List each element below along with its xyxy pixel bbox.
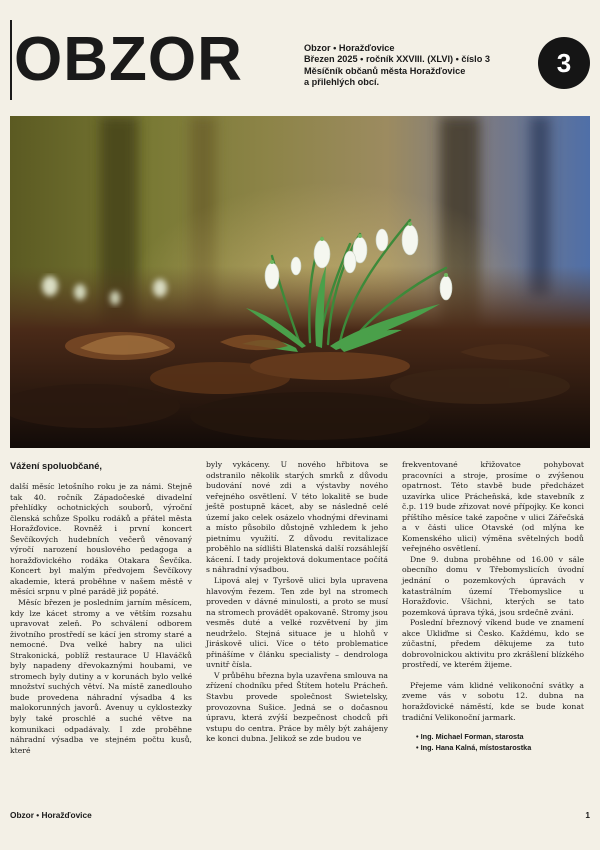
masthead-line-2: Březen 2025 • ročník XXVIII. (XLVI) • číslo 3 <box>304 54 490 65</box>
article-paragraph: byly vykáceny. U nového hřbitova se odstranilo několik starých smrků z důvodu budování nové zdi a výstavby nového veřejného osvětlení. V této lokalitě se bude ještě postupně kácet, aby se následně celé území jako celek osázelo vhodnými dřevinami a místo působilo důstojně vzhledem k jeho pietnímu využití. Z důvodu revitalizace proběhlo na sídlišti Blatenská další rozsáhlejší kácení. I tady projektová dokumentace počítá s náhradní výsadbou. <box>206 460 388 575</box>
article-paragraph: další měsíc letošního roku je za námi. Stejně tak 40. ročník Západočeské divadelní přehlídky ochotnických souborů, výroční členská schůze Spolku rodáků a přátel města Horažďovice. Rovněž i první koncert Ševčíkových hudebních večerů věnovaný výročí narození houslového pedagoga a horažďovického rodáka Otakara Ševčíka. Koncert byl malým předvojem Ševčíkovy akademie, která proběhne v našem městě v měsíci srpnu v plné parádě již popáté. <box>10 482 192 597</box>
footer-publication: Obzor • Horažďovice <box>10 810 92 820</box>
signature-deputy-mayor: • Ing. Hana Kalná, místostarostka <box>416 743 532 753</box>
article-column-1 <box>10 460 192 756</box>
masthead-line-3: Měsíčník občanů města Horažďovice <box>304 65 466 76</box>
article-paragraph: Lipová alej v Tyršově ulici byla upravena hlavovým řezem. Ten zde byl na stromech proveden v dávné minulosti, a proto se musí na stromech provádět opakovaně. Stromy jsou vesměs duté a velké rozvětvení by jim neudrželo. Stejná situace je u hlohů v Jiráskově ulici. Více o této problematice přinášíme v článku specialisty – dendrologa uvnitř čísla. <box>206 576 388 670</box>
masthead-line-4: a přilehlých obcí. <box>304 76 380 87</box>
masthead-rule <box>10 20 12 100</box>
article-paragraph: Měsíc březen je posledním jarním měsícem, kdy lze kácet stromy a ve větším rozsahu upravovat zeleň. Po schválení odborem životního prostředí se kácí jen stromy staré a nemocné. Dva velké habry na ulici Strakonická, poblíž restaurace U Hlaváčků byly napadeny dřevokaznými houbami, ve stromech byly dutiny a v korunách bylo velké množství suchých větví. Na místě zanedlouho bude provedena náhradní výsadba 4 ks malokorunných javorů. Avenuy u cyklostezky byly také proschlé a suché větve na komunikaci odpadávaly. I zde proběhne náhradní výsadba ve stejném počtu kusů, které <box>10 598 192 755</box>
article-greeting: Vážení spoluobčané, <box>10 461 102 471</box>
masthead <box>0 0 600 112</box>
article-column-2 <box>206 460 388 745</box>
page-number: 1 <box>585 810 590 820</box>
cover-photo <box>10 116 590 448</box>
article-paragraph: Poslední březnový víkend bude ve znamení akce Ukliďme si Česko. Každému, kdo se zúčastní, předem děkujeme za tuto dobrovolnickou aktivitu pro zkrášlení blízkého prostředí, ve kterém žijeme. <box>402 618 584 670</box>
newspaper-logo: OBZOR <box>14 25 243 94</box>
article-column-3 <box>402 460 584 753</box>
issue-number-badge: 3 <box>538 37 590 89</box>
page-footer <box>10 810 590 826</box>
article-paragraph: Přejeme vám klidné velikonoční svátky a zveme vás v sobotu 12. dubna na horažďovické náměstí, kde se bude konat tradiční Velikonoční jarmark. <box>402 680 584 722</box>
article-paragraph: V průběhu března byla uzavřena smlouva na zřízení chodníku před Štítem hotelu Prácheň. Stavbu provede společnost Swietelsky, provozovna Sušice. Jedná se o dočasnou úpravu, která zvýší bezpečnost chodců při vstupu do centra. Práce by měly být zahájeny ke konci dubna. Jelikož se zde budou ve <box>206 670 388 744</box>
editorial-article <box>10 460 590 820</box>
article-paragraph: Dne 9. dubna proběhne od 16.00 v sále obecního domu v Třebomyslicích úvodní jednání o pozemkových úpravách v katastrálním území Třebomyslice u Horažďovic. Všichni, kterých se tato pozemková úprava týká, jsou srdečně zváni. <box>402 554 584 617</box>
snowdrop-photo-illustration <box>10 116 590 448</box>
article-paragraph: frekventované křižovatce pohybovat pracovníci a stroje, prosíme o zvýšenou opatrnost. Této stavbě bude předcházet uzavírka ulice Prácheňská, kde stavebník z č.p. 119 bude zřizovat nové přípojky. Ke konci příštího měsíce také započne v ulici Zářečská a v části ulice Otavské (od mlýna ke Komenského ulici) výměna světelných bodů veřejného osvětlení. <box>402 460 584 554</box>
article-signatures <box>402 731 584 753</box>
masthead-line-1: Obzor • Horažďovice <box>304 43 395 53</box>
signature-mayor: • Ing. Michael Forman, starosta <box>416 732 524 742</box>
masthead-info <box>304 43 534 88</box>
